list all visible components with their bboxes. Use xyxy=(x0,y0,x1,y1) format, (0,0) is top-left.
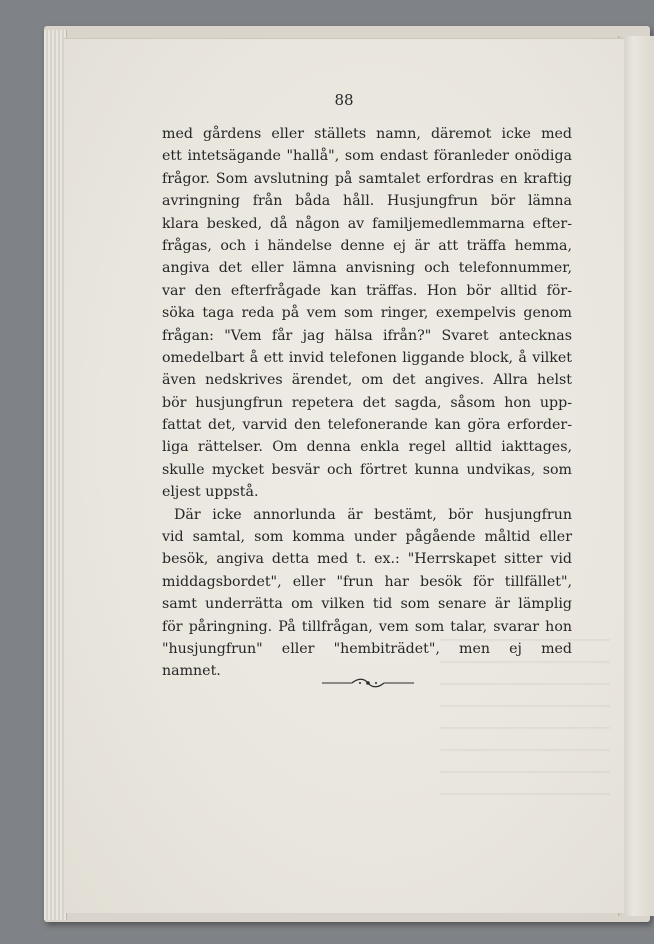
text-line: angiva det eller lämna anvisning och telefonnummer, xyxy=(162,260,572,277)
ornament-divider-icon xyxy=(322,677,414,689)
text-line: skulle mycket besvär och förtret kunna undvikas, som xyxy=(162,461,572,478)
text-line: middagsbordet", eller "frun har besök för tillfället", xyxy=(162,573,572,590)
text-line: söka taga reda på vem som ringer, exempelvis genom xyxy=(162,305,572,322)
body-text xyxy=(162,123,572,683)
text-line: namnet. xyxy=(162,663,221,680)
text-line: för påringning. På tillfrågan, vem som talar, svarar hon xyxy=(162,618,572,635)
text-line: samt underrätta om vilken tid som senare är lämplig xyxy=(162,596,572,613)
text-line: besök, angiva detta med t. ex.: "Herrskapet sitter vid xyxy=(162,551,572,568)
text-line: "husjungfrun" eller "hembiträdet", men ej med xyxy=(162,640,572,657)
text-line: fattat det, varvid den telefonerande kan göra erforder- xyxy=(162,417,572,434)
text-line: bör husjungfrun repetera det sagda, såsom hon upp- xyxy=(162,394,572,411)
text-line: frågas, och i händelse denne ej är att träffa hemma, xyxy=(162,237,572,254)
text-line: Där icke annorlunda är bestämt, bör husjungfrun xyxy=(174,506,572,523)
text-line: liga rättelser. Om denna enkla regel alltid iakttages, xyxy=(162,439,572,456)
page-number: 88 xyxy=(334,91,354,109)
text-line: omedelbart å ett invid telefonen liggande block, å vilket xyxy=(162,349,572,366)
text-line: eljest uppstå. xyxy=(162,484,259,501)
text-line: frågor. Som avslutning på samtalet erfordras en kraftig xyxy=(162,170,572,187)
book-page xyxy=(64,38,624,913)
text-line: ett intetsägande "hallå", som endast föranleder onödiga xyxy=(162,148,572,165)
text-line: även nedskrives ärendet, om det angives. Allra helst xyxy=(162,372,572,389)
text-line: avringning från båda håll. Husjungfrun bör lämna xyxy=(162,193,572,210)
text-line: klara besked, då någon av familjemedlemmarna efter- xyxy=(162,215,572,232)
text-line: frågan: "Vem får jag hälsa ifrån?" Svaret antecknas xyxy=(162,327,572,344)
text-line: vid samtal, som komma under pågående måltid eller xyxy=(162,529,572,546)
text-line: var den efterfrågade kan träffas. Hon bör alltid för- xyxy=(162,282,572,299)
text-line: med gårdens eller ställets namn, däremot icke med xyxy=(162,126,572,142)
